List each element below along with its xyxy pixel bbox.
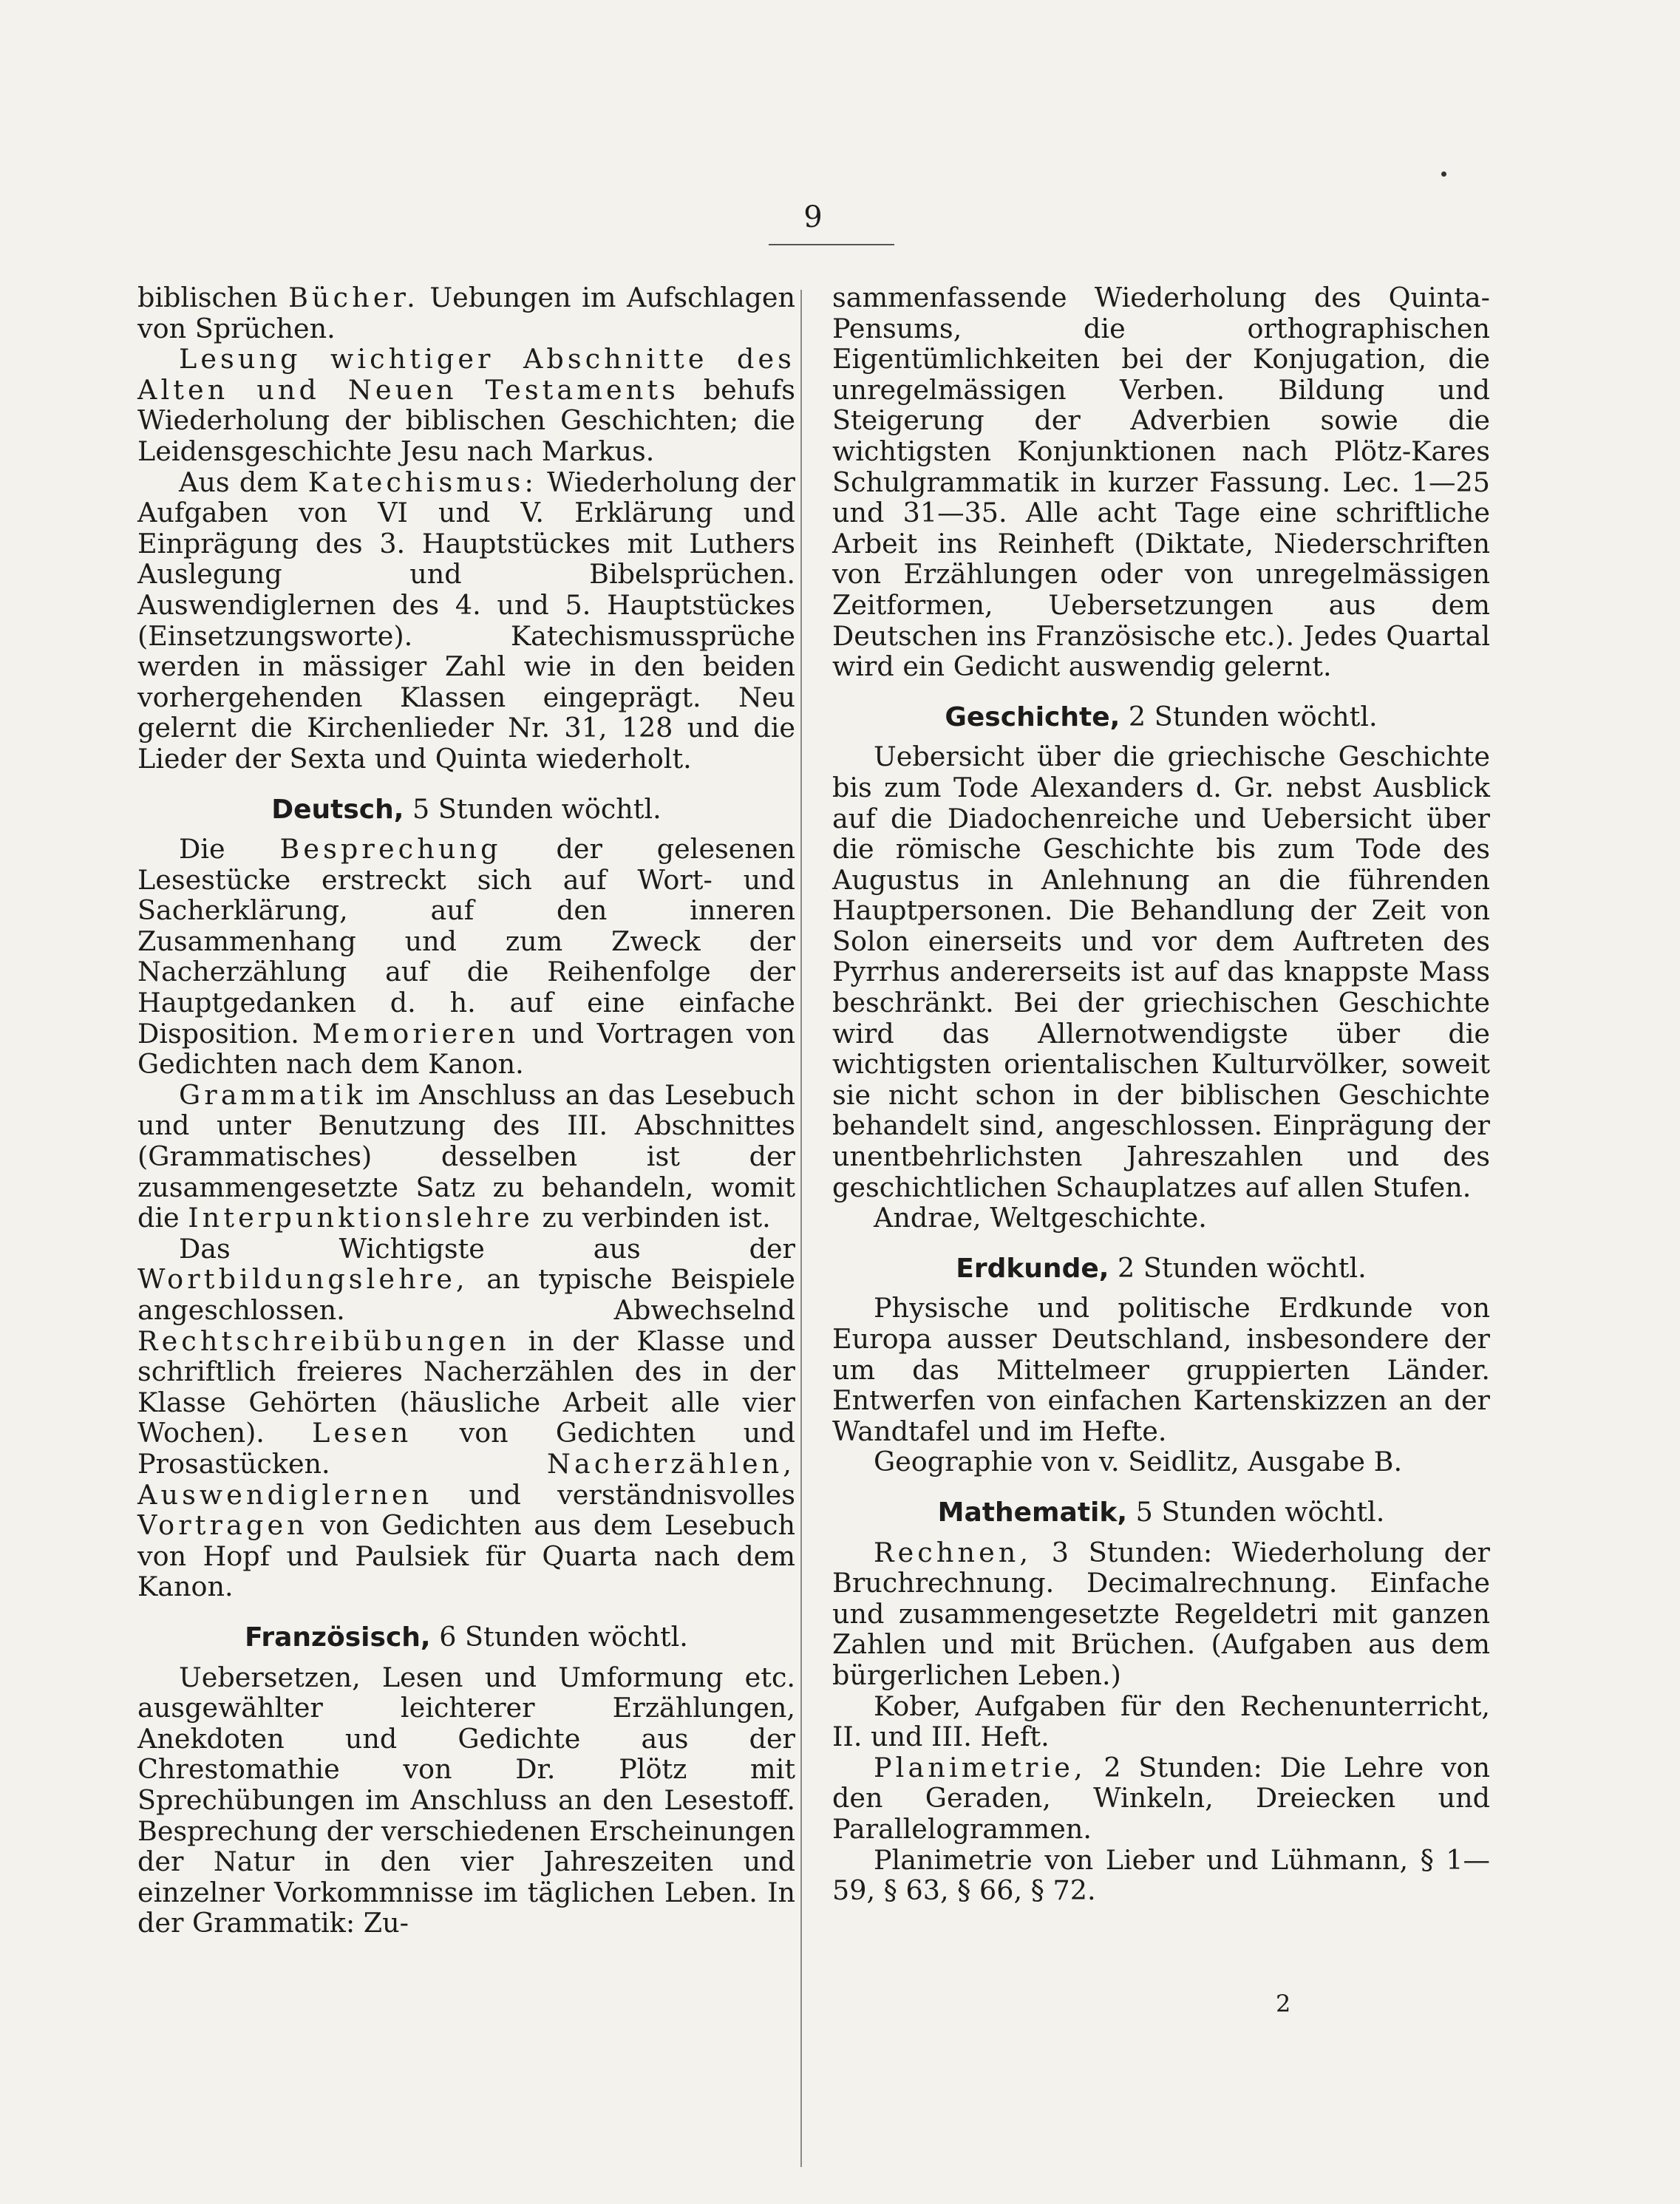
signature-mark: 2 xyxy=(1276,1990,1291,2018)
paragraph-deutsch-besprechung: Die Besprechung der gelesenen Lesestücke erstreckt sich auf Wort- und Sacherklärung, auf den inneren Zusammenhang und zum Zweck der Nacherzählung auf die Reihenfolge der Hauptgedanken d. h. auf eine einfache Disposition. Memorieren und Vortragen von Gedichten nach dem Kanon. xyxy=(137,833,795,1081)
paragraph-deutsch-grammatik: Grammatik im Anschluss an das Lesebuch und unter Benutzung des III. Abschnittes (Grammatisches) desselben ist der zusammengesetzte Satz zu behandeln, womit die Interpunktionslehre zu verbinden ist. xyxy=(137,1078,795,1234)
page-number: 9 xyxy=(803,200,823,234)
paragraph-planimetrie: Planimetrie, 2 Stunden: Die Lehre von den Geraden, Winkeln, Dreiecken und Parallelogrammen. xyxy=(832,1751,1490,1845)
heading-deutsch: Deutsch, 5 Stunden wöchtl. xyxy=(271,792,662,825)
paragraph-deutsch-wortbildung: Das Wichtigste aus der Wortbildungslehre, an typische Beispiele angeschlossen. Abwechselnd Rechtschreibübungen in der Klasse und schriftlich freieres Nacherzählen des in der Klasse Gehörten (häusliche Arbeit alle vier Wochen). Lesen von Gedichten und Prosastücken. Nacherzählen, Auswendiglernen und verständnisvolles Vortragen von Gedichten aus dem Lesebuch von Hopf und Paulsiek für Quarta nach dem Kanon. xyxy=(137,1232,795,1603)
paragraph-rechnen: Rechnen, 3 Stunden: Wiederholung der Bruchrechnung. Decimalrechnung. Einfache und zusammengesetzte Regeldetri mit ganzen Zahlen und mit Brüchen. (Aufgaben aus dem bürgerlichen Leben.) xyxy=(832,1536,1490,1691)
paragraph-erdkunde: Physische und politische Erdkunde von Europa ausser Deutschland, insbesondere der um das Mittelmeer gruppierten Länder. Entwerfen von einfachen Kartenskizzen an der Wandtafel und im Hefte. xyxy=(832,1292,1490,1447)
paragraph-geschichte-textbook: Andrae, Weltgeschichte. xyxy=(874,1202,1207,1234)
heading-mathematik: Mathematik, 5 Stunden wöchtl. xyxy=(937,1495,1385,1528)
column-divider xyxy=(800,290,802,2167)
paragraph-catechism: Aus dem Katechismus: Wiederholung der Aufgaben von VI und V. Erklärung und Einprägung des 3. Hauptstückes mit Luthers Auslegung und Bibelsprüchen. Auswendiglernen des 4. und 5. Hauptstückes (Einsetzungsworte). Katechismussprüche werden in mässiger Zahl wie in den beiden vorhergehenden Klassen eingeprägt. Neu gelernt die Kirchenlieder Nr. 31, 128 und die Lieder der Sexta und Quinta wiederholt. xyxy=(137,466,795,775)
paragraph-geschichte: Uebersicht über die griechische Geschichte bis zum Tode Alexanders d. Gr. nebst Ausblick auf die Diadochenreiche und Uebersicht über die römische Geschichte bis zum Tode des Augustus in Anlehnung an die führenden Hauptpersonen. Die Behandlung der Zeit von Solon einerseits und vor dem Auftreten des Pyrrhus andererseits ist auf das knappste Mass beschränkt. Bei der griechischen Geschichte wird das Allernotwendigste über die wichtigsten orientalischen Kulturvölker, soweit sie nicht schon in der biblischen Geschichte behandelt sind, angeschlossen. Einprägung der unentbehrlichsten Jahreszahlen und des geschichtlichen Schauplatzes auf allen Stufen. xyxy=(832,741,1490,1203)
paragraph-planimetrie-textbook: Planimetrie von Lieber und Lühmann, § 1—59, § 63, § 66, § 72. xyxy=(832,1843,1490,1907)
paragraph-scripture-reading: Lesung wichtiger Abschnitte des Alten und Neuen Testaments behufs Wiederholung der biblischen Geschichten; die Leidensgeschichte Jesu nach Markus. xyxy=(137,343,795,467)
page-number-rule xyxy=(769,244,894,245)
paragraph-bible-books: biblischen Bücher. Uebungen im Aufschlagen von Sprüchen. xyxy=(137,282,795,344)
heading-geschichte: Geschichte, 2 Stunden wöchtl. xyxy=(945,700,1378,732)
paragraph-rechnen-textbook: Kober, Aufgaben für den Rechenunterricht, II. und III. Heft. xyxy=(832,1690,1490,1753)
ink-speck xyxy=(1441,171,1446,177)
paragraph-erdkunde-textbook: Geographie von v. Seidlitz, Ausgabe B. xyxy=(874,1446,1403,1478)
paragraph-franzoesisch: Uebersetzen, Lesen und Umformung etc. ausgewählter leichterer Erzählungen, Anekdoten und Gedichte aus der Chrestomathie von Dr. Plötz mit Sprechübungen im Anschluss an den Lesestoff. Besprechung der verschiedenen Erscheinungen der Natur in den vier Jahreszeiten und einzelner Vorkommnisse im täglichen Leben. In der Grammatik: Zu- xyxy=(137,1661,795,1939)
paragraph-franzoesisch-continued: sammenfassende Wiederholung des Quinta-Pensums, die orthographischen Eigentümlichkeiten bei der Konjugation, die unregelmässigen Verben. Bildung und Steigerung der Adverbien sowie die wichtigsten Konjunktionen nach Plötz-Kares Schulgrammatik in kurzer Fassung. Lec. 1—25 und 31—35. Alle acht Tage eine schriftliche Arbeit ins Reinheft (Diktate, Niederschriften von Erzählungen oder von unregelmässigen Zeitformen, Uebersetzungen aus dem Deutschen ins Französische etc.). Jedes Quartal wird ein Gedicht auswendig gelernt. xyxy=(832,282,1490,683)
heading-franzoesisch: Französisch, 6 Stunden wöchtl. xyxy=(245,1620,688,1653)
left-column xyxy=(137,282,795,1939)
heading-erdkunde: Erdkunde, 2 Stunden wöchtl. xyxy=(956,1251,1367,1284)
right-column xyxy=(832,282,1490,1906)
